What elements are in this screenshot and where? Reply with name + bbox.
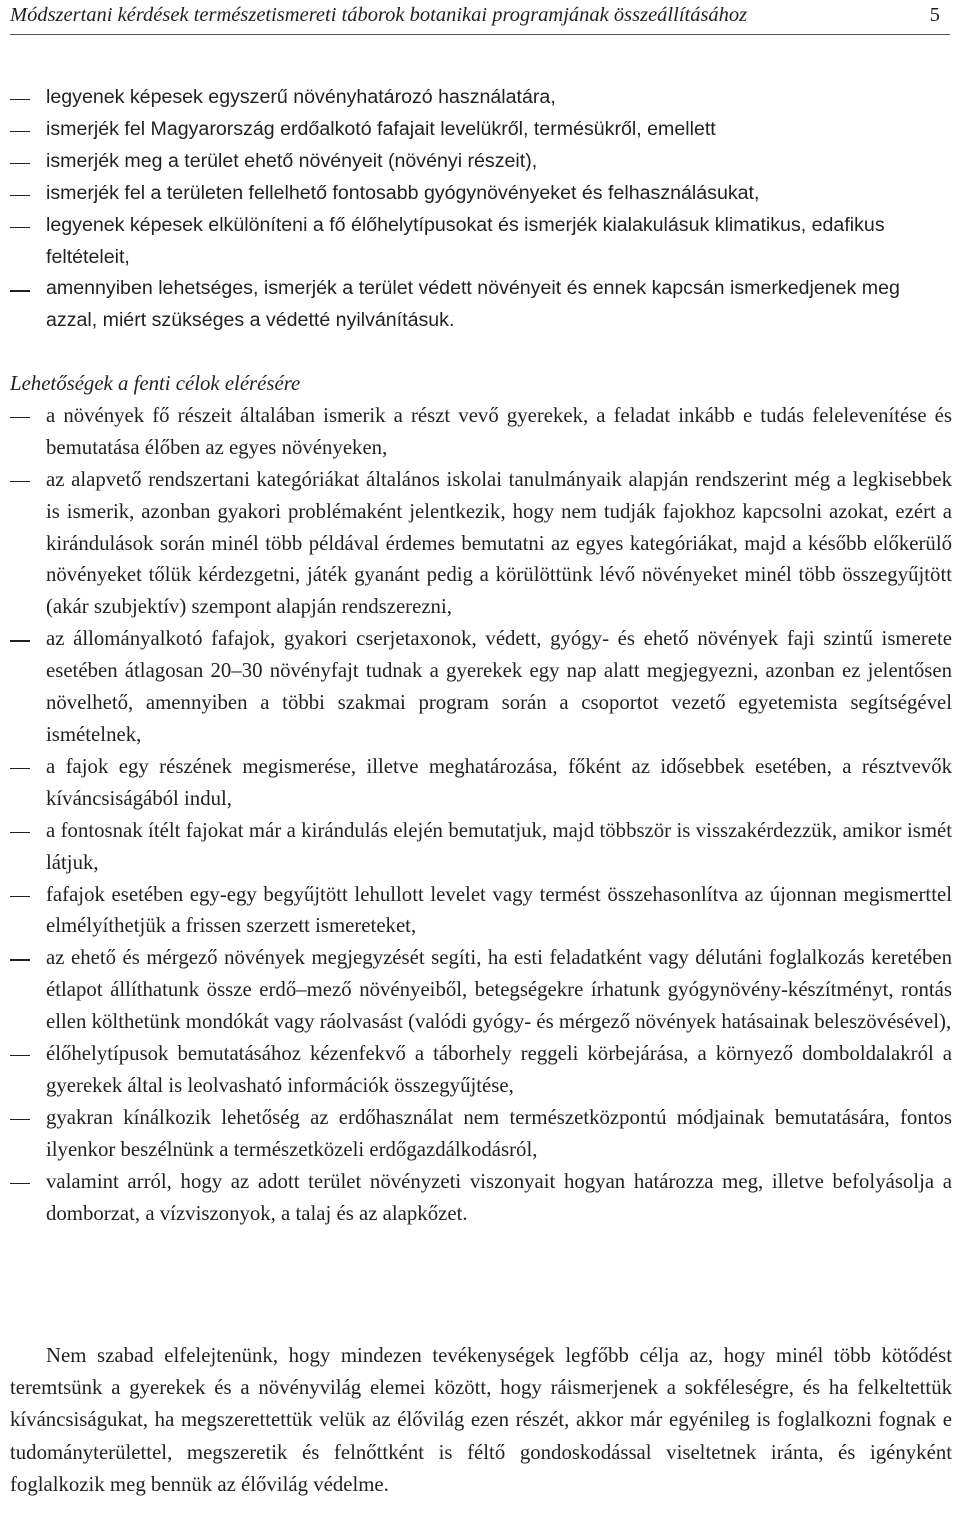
list-item-text: legyenek képesek elkülöníteni a fő élőhelytípusokat és ismerjék kialakulásuk klimatikus, edafikus feltételeit, [46,213,885,268]
closing-paragraph: Nem szabad elfelejtenünk, hogy mindezen tevékenységek legfőbb célja az, hogy minél több kötődést teremtsünk a gyerekek és a növényvilág elemei között, hogy ráismerjenek a sokféleségre, és ha felkeltettük kíváncsiságukat, ha megszerettettük velük az élővilág ezen részét, akkor már egyénileg is foglalkozni fognak e tudományterülettel, megszeretik és felnőttként is féltő gondoskodással viseltetnek iránta, és igényként foglalkozik meg bennük az élővilág védelme. [10,1344,952,1496]
list-item-text: az állományalkotó fafajok, gyakori cserjetaxonok, védett, gyógy- és ehető növények faji szintű ismerete esetében átlagosan 20–30 növényfajt tudnak a gyerekek egy nap alatt megjegyezni, azonban ez jelentősen növelhető, amennyiben a többi szakmai program során a csoportot vezető egyetemista segítségével ismételnek, [46,627,952,746]
list-item [10,273,952,337]
list-item [10,464,952,624]
closing-section [10,1340,952,1501]
list-item-text: amennyiben lehetséges, ismerjék a terület védett növényeit és ennek kapcsán ismerkedjenek meg azzal, miért szükséges a védetté nyilvánításuk. [46,277,900,332]
list-item [10,82,952,114]
goals-list [10,82,952,337]
list-item [10,751,952,815]
list-item-text: ismerjék fel a területen fellelhető fontosabb gyógynövényeket és felhasználásukat, [46,181,760,204]
list-item [10,815,952,879]
list-item [10,879,952,943]
list-item [10,1166,952,1230]
running-head-title: Módszertani kérdések természetismereti táborok botanikai programjának összeállításához [10,4,748,26]
list-item [10,623,952,751]
list-item-text: legyenek képesek egyszerű növényhatározó használatára, [46,86,556,108]
list-item [10,400,952,464]
list-item-text: fafajok esetében egy-egy begyűjtött lehullott levelet vagy termést összehasonlítva az újonnan megismerttel elmélyíthetjük a frissen szerzett ismereteket, [46,882,952,938]
list-item [10,178,952,210]
list-item-text: ismerjék meg a terület ehető növényeit (növényi részeit), [46,149,538,172]
list-item-text: a fontosnak ítélt fajokat már a kirándulás elején bemutatjuk, majd többször is visszakérdezzük, amikor ismét látjuk, [46,818,952,874]
list-item [10,942,952,1038]
list-item [10,114,952,146]
running-head [10,0,950,35]
list-item [10,210,952,274]
list-item-text: a növények fő részeit általában ismerik a részt vevő gyerekek, a feladat inkább e tudás felelevenítése és bemutatása élőben az egyes növényeken, [46,403,952,459]
list-item [10,1102,952,1166]
list-item-text: élőhelytípusok bemutatásához kézenfekvő a táborhely reggeli körbejárása, a környező domboldalakról a gyerekek által is leolvasható információk összegyűjtése, [46,1042,952,1097]
list-item-text: valamint arról, hogy az adott terület növényzeti viszonyait hogyan határozza meg, illetve befolyásolja a domborzat, a vízviszonyok, a talaj és az alapkőzet. [46,1169,952,1225]
list-item-text: a fajok egy részének megismerése, illetve meghatározása, főként az idősebbek esetében, a résztvevők kíváncsiságából indul, [46,754,952,810]
list-item [10,146,952,178]
possibilities-section [10,368,952,1229]
list-item-text: az ehető és mérgező növények megjegyzését segíti, ha esti feladatként vagy délutáni foglalkozás keretében étlapot állíthatunk össze erdő–mező növényeiből, betegségekre írhatunk gyógynövény-készítményt, rontás ellen költhetünk mondókát vagy ráolvasást (valódi gyógy- és mérgező növények hatásainak beleszövésével), [46,946,952,1034]
list-item-text: az alapvető rendszertani kategóriákat általános iskolai tanulmányaik alapján rendszerint még a legkisebbek is ismerik, azonban gyakori problémaként jelentkezik, hogy nem tudják fajokhoz kapcsolni azokat, ezért a kirándulások során minél több példával érdemes bemutatni az egyes kategóriákat, majd a később előkerülő növényeket tőlük kérdezgetni, játék gyanánt pedig a körülöttünk lévő növényeket minél több összegyűjtött (akár szubjektív) szempont alapján rendszerezni, [46,467,952,619]
page-number: 5 [929,4,940,26]
list-item [10,1038,952,1102]
section-subheading: Lehetőségek a fenti célok elérésére [10,372,301,395]
list-item-text: ismerjék fel Magyarország erdőalkotó fafajait levelükről, termésükről, emellett [46,117,716,140]
list-item-text: gyakran kínálkozik lehetőség az erdőhasználat nem természetközpontú módjainak bemutatására, fontos ilyenkor beszélnünk a természetközeli erdőgazdálkodásról, [46,1105,952,1161]
